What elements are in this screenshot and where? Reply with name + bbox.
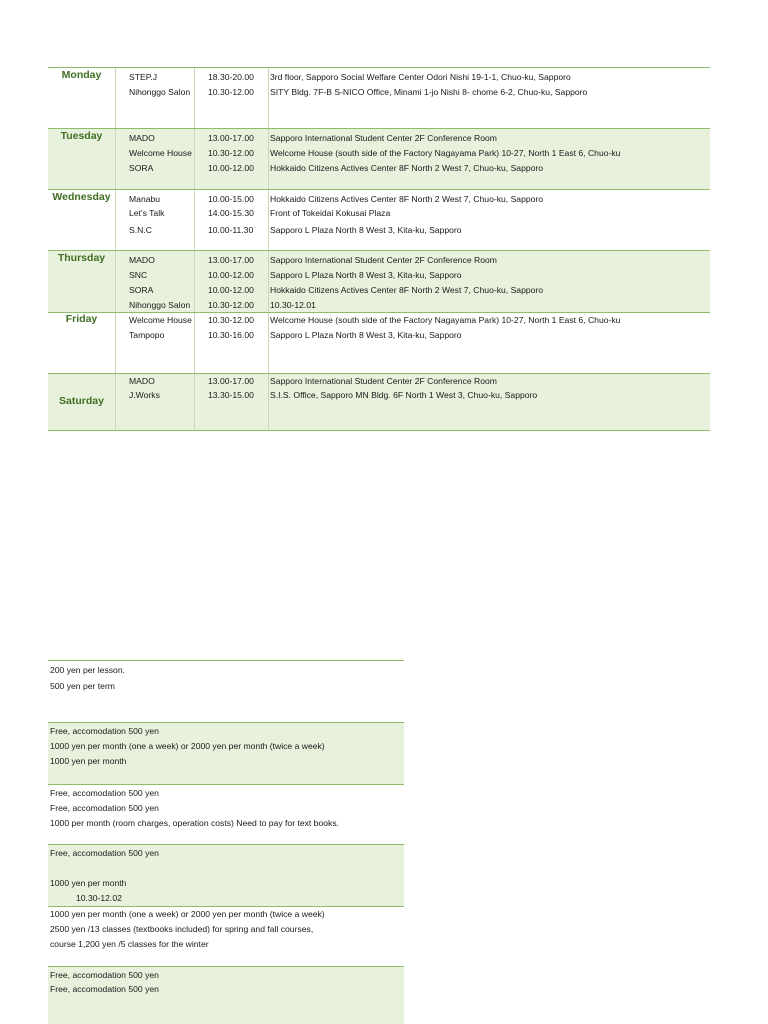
row-club: Let's Talk xyxy=(129,208,165,218)
row-club: Welcome House xyxy=(129,315,192,325)
schedule-row xyxy=(48,388,710,403)
row-time: 13.00-17.00 xyxy=(208,133,254,143)
fee-line: 500 yen per term xyxy=(50,681,115,691)
row-place: Hokkaido Citizens Actives Center 8F North 2 West 7, Chuo-ku, Sapporo xyxy=(270,194,544,204)
row-place: 3rd floor, Sapporo Social Welfare Center Odori Nishi 19-1-1, Chuo-ku, Sapporo xyxy=(270,72,571,82)
schedule-row xyxy=(48,283,710,298)
fee-line: 10.30-12.02 xyxy=(76,893,122,903)
row-place: S.I.S. Office, Sapporo MN Bldg. 6F North 1 West 3, Chuo-ku, Sapporo xyxy=(270,390,538,400)
row-club: S.N.C xyxy=(129,225,152,235)
row-time: 10.00-11.30 xyxy=(208,225,254,235)
schedule-row xyxy=(48,70,710,85)
day-block-4 xyxy=(48,312,710,373)
row-time: 10.30-12.00 xyxy=(208,300,254,310)
fee-line: Free, accomodation 500 yen xyxy=(50,984,159,994)
row-club: J.Works xyxy=(129,390,160,400)
schedule-row xyxy=(48,85,710,100)
row-club: MADO xyxy=(129,133,155,143)
day-label: Friday xyxy=(65,313,98,325)
day-block-3 xyxy=(48,250,710,312)
row-club: Tampopo xyxy=(129,330,165,340)
row-club: MADO xyxy=(129,376,155,386)
fee-line: course 1,200 yen /5 classes for the winter xyxy=(50,939,209,949)
row-club: Welcome House xyxy=(129,148,192,158)
row-time: 13.00-17.00 xyxy=(208,376,254,386)
row-time: 10.30-16.00 xyxy=(208,330,254,340)
schedule-row xyxy=(48,131,710,146)
row-time: 10.30-12.00 xyxy=(208,87,254,97)
fee-line: Free, accomodation 500 yen xyxy=(50,848,159,858)
fee-line: Free, accomodation 500 yen xyxy=(50,726,159,736)
fee-block-1 xyxy=(48,722,404,784)
row-place: Hokkaido Citizens Actives Center 8F North 2 West 7, Chuo-ku, Sapporo xyxy=(270,163,544,173)
row-time: 10.00-12.00 xyxy=(208,285,254,295)
fee-line: 2500 yen /13 classes (textbooks included) for spring and fall courses, xyxy=(50,924,314,934)
day-label: Monday xyxy=(61,69,102,81)
fee-block-2 xyxy=(48,784,404,844)
row-place: SITY Bldg. 7F-B S-NICO Office, Minami 1-jo Nishi 8- chome 6-2, Chuo-ku, Sapporo xyxy=(270,87,588,97)
row-place: Sapporo International Student Center 2F Conference Room xyxy=(270,255,497,265)
row-place: 10.30-12.01 xyxy=(270,300,316,310)
schedule-row xyxy=(48,161,710,176)
row-place: Hokkaido Citizens Actives Center 8F North 2 West 7, Chuo-ku, Sapporo xyxy=(270,285,544,295)
fee-line: 1000 yen per month (one a week) or 2000 yen per month (twice a week) xyxy=(50,741,325,751)
fee-block-3 xyxy=(48,844,404,906)
schedule-row xyxy=(48,313,710,328)
row-time: 10.00-12.00 xyxy=(208,163,254,173)
row-place: Sapporo L Plaza North 8 West 3, Kita-ku, Sapporo xyxy=(270,225,462,235)
row-club: MADO xyxy=(129,255,155,265)
schedule-row xyxy=(48,298,710,313)
day-block-0 xyxy=(48,67,710,128)
day-label: Saturday xyxy=(59,395,104,407)
schedule-row xyxy=(48,253,710,268)
row-place: Sapporo International Student Center 2F Conference Room xyxy=(270,133,497,143)
row-time: 10.00-15.00 xyxy=(208,194,254,204)
fee-line: Free, accomodation 500 yen xyxy=(50,788,159,798)
fee-line: Free, accomodation 500 yen xyxy=(50,970,159,980)
row-club: STEP.J xyxy=(129,72,158,82)
day-block-2 xyxy=(48,189,710,250)
row-place: Sapporo International Student Center 2F Conference Room xyxy=(270,376,497,386)
day-label: Tuesday xyxy=(60,130,103,142)
row-club: SORA xyxy=(129,285,154,295)
row-time: 10.30-12.00 xyxy=(208,315,254,325)
fee-line: 1000 yen per month xyxy=(50,878,127,888)
row-time: 10.30-12.00 xyxy=(208,148,254,158)
row-club: Nihonggo Salon xyxy=(129,87,191,97)
schedule-row xyxy=(48,223,710,238)
schedule-row xyxy=(48,328,710,343)
row-club: SNC xyxy=(129,270,148,280)
row-time: 10.00-12.00 xyxy=(208,270,254,280)
schedule-row xyxy=(48,146,710,161)
fee-block-5 xyxy=(48,966,404,1024)
row-time: 13.00-17.00 xyxy=(208,255,254,265)
fee-block-4 xyxy=(48,906,404,966)
schedule-row xyxy=(48,192,710,207)
fee-block-0 xyxy=(48,660,404,722)
row-club: Manabu xyxy=(129,194,161,204)
fee-line: 200 yen per lesson. xyxy=(50,665,126,675)
row-place: Sapporo L Plaza North 8 West 3, Kita-ku, Sapporo xyxy=(270,330,462,340)
fee-line: Free, accomodation 500 yen xyxy=(50,803,159,813)
row-place: Front of Tokeidai Kokusai Plaza xyxy=(270,208,391,218)
row-place: Welcome House (south side of the Factory Nagayama Park) 10-27, North 1 East 6, Chuo-ku xyxy=(270,315,621,325)
row-place: Sapporo L Plaza North 8 West 3, Kita-ku, Sapporo xyxy=(270,270,462,280)
day-block-5 xyxy=(48,373,710,430)
schedule-row xyxy=(48,374,710,389)
fee-line: 1000 yen per month xyxy=(50,756,127,766)
fee-line: 1000 per month (room charges, operation costs) Need to pay for text books. xyxy=(50,818,339,828)
day-label: Wednesday xyxy=(52,191,111,203)
fee-line: 1000 yen per month (one a week) or 2000 yen per month (twice a week) xyxy=(50,909,325,919)
row-club: SORA xyxy=(129,163,154,173)
schedule-row xyxy=(48,206,710,221)
table-bottom-border xyxy=(48,430,710,431)
row-place: Welcome House (south side of the Factory Nagayama Park) 10-27, North 1 East 6, Chuo-ku xyxy=(270,148,621,158)
row-time: 13.30-15.00 xyxy=(208,390,254,400)
day-label: Thursday xyxy=(57,252,106,264)
schedule-row xyxy=(48,268,710,283)
row-club: Nihonggo Salon xyxy=(129,300,191,310)
row-time: 14.00-15.30 xyxy=(208,208,254,218)
row-time: 18.30-20.00 xyxy=(208,72,254,82)
day-block-1 xyxy=(48,128,710,189)
